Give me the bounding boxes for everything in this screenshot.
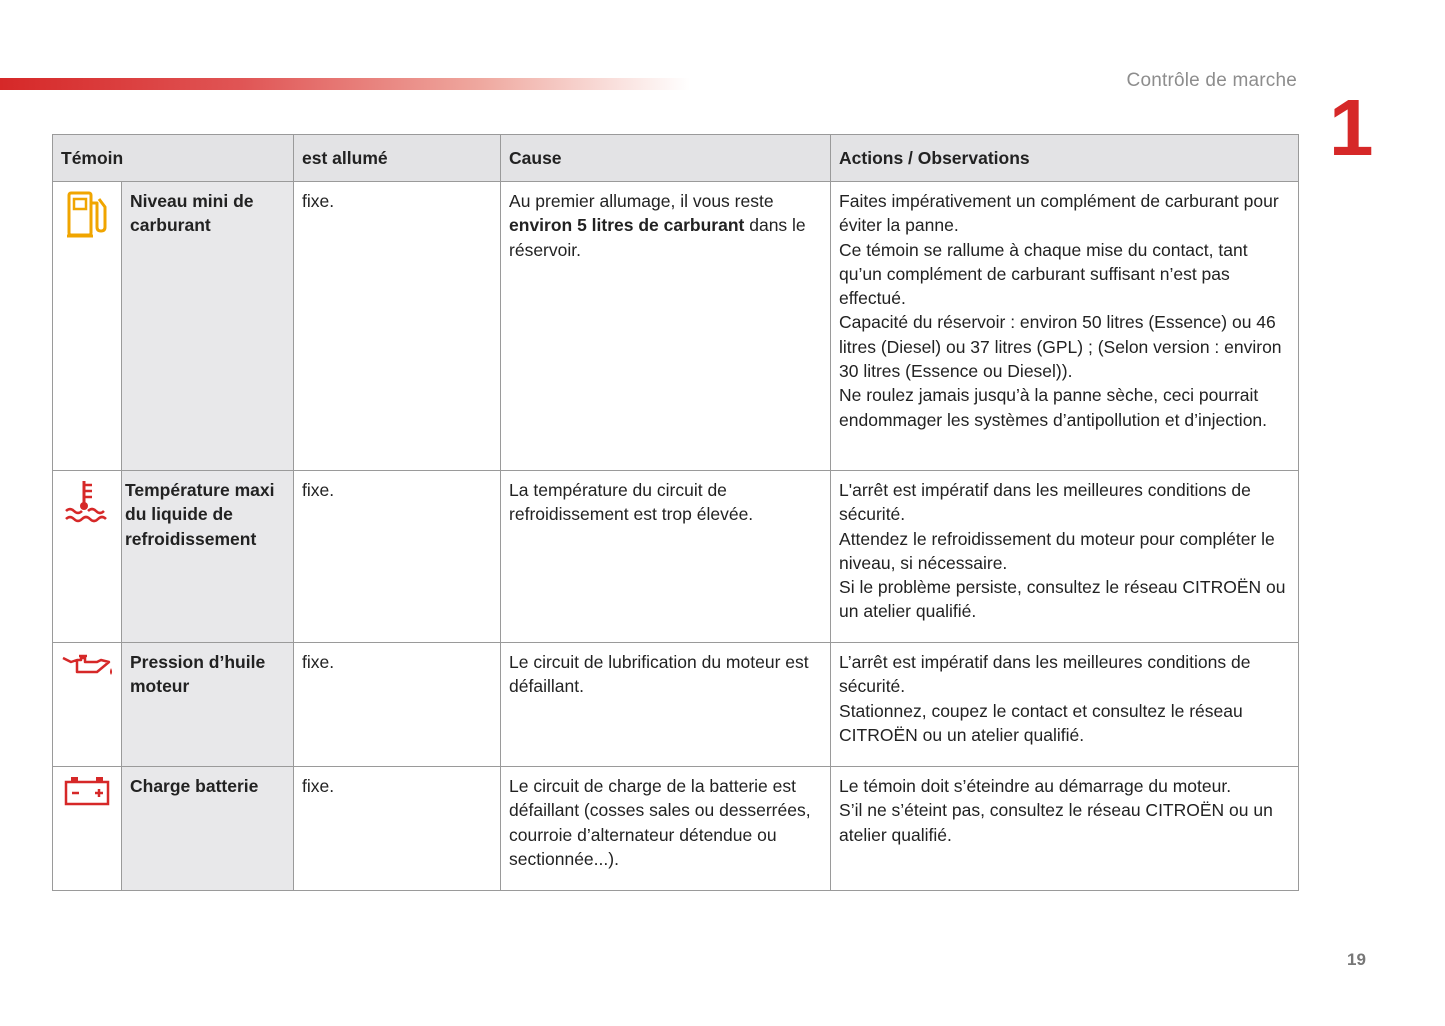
action-line: Le témoin doit s’éteindre au démarrage du moteur.: [839, 776, 1232, 796]
action-line: Capacité du réservoir : environ 50 litres (Essence) ou 46 litres (Diesel) ou 37 litres (GPL) ; (Selon version : environ 30 litres (Essence ou Diesel)).: [839, 312, 1282, 382]
warning-actions: [831, 471, 1299, 643]
icon-cell: [53, 643, 122, 767]
warning-actions: [831, 182, 1299, 471]
action-line: Attendez le refroidissement du moteur pour compléter le niveau, si nécessaire.: [839, 528, 1275, 573]
action-line: S’il ne s’éteint pas, consultez le réseau CITROËN ou un atelier qualifié.: [839, 800, 1273, 845]
action-line: Ne roulez jamais jusqu’à la panne sèche, ceci pourrait endommager les systèmes d’antipollution et d’injection.: [839, 385, 1268, 430]
oil-pressure-icon: [61, 650, 113, 680]
warning-state: fixe.: [294, 182, 501, 471]
warning-state: fixe.: [294, 767, 501, 891]
table-header-row: [53, 135, 1299, 182]
warning-state: fixe.: [294, 643, 501, 767]
header-state: est allumé: [294, 135, 501, 182]
icon-cell: [53, 767, 122, 891]
cause-text: Au premier allumage, il vous reste: [509, 191, 774, 211]
header-cause: Cause: [501, 135, 831, 182]
table-row: [53, 643, 1299, 767]
warning-name: Charge batterie: [122, 767, 294, 891]
warning-lights-table: [52, 134, 1299, 891]
action-line: Ce témoin se rallume à chaque mise du contact, tant qu’un complément de carburant suffisant n’est pas effectué.: [839, 239, 1248, 309]
warning-state: fixe.: [294, 471, 501, 643]
warning-actions: [831, 643, 1299, 767]
action-line: Faites impérativement un complément de carburant pour éviter la panne.: [839, 191, 1279, 236]
warning-cause: Le circuit de charge de la batterie est défaillant (cosses sales ou desserrées, courroie d’alternateur détendue ou sectionnée...).: [501, 767, 831, 891]
chapter-number: 1: [1329, 83, 1374, 172]
coolant-temperature-icon: [61, 478, 113, 524]
warning-actions: [831, 767, 1299, 891]
table-row: [53, 767, 1299, 891]
warning-cause: [501, 182, 831, 471]
warning-cause: Le circuit de lubrification du moteur est défaillant.: [501, 643, 831, 767]
warning-cause: La température du circuit de refroidissement est trop élevée.: [501, 471, 831, 643]
cause-text: dans le réservoir.: [509, 215, 806, 260]
warning-name: Pression d’huile moteur: [122, 643, 294, 767]
warning-name: Niveau mini de carburant: [122, 182, 294, 471]
header-accent-bar: [0, 78, 690, 90]
action-line: Stationnez, coupez le contact et consultez le réseau CITROËN ou un atelier qualifié.: [839, 700, 1243, 745]
header-temoin: Témoin: [53, 135, 294, 182]
cause-text-bold: environ 5 litres de carburant: [509, 215, 745, 236]
action-line: L'arrêt est impératif dans les meilleures conditions de sécurité.: [839, 480, 1251, 525]
fuel-pump-icon: [61, 189, 113, 239]
table-row: [53, 471, 1299, 643]
action-line: L’arrêt est impératif dans les meilleures conditions de sécurité.: [839, 652, 1251, 697]
action-line: Si le problème persiste, consultez le réseau CITROËN ou un atelier qualifié.: [839, 577, 1286, 622]
icon-cell: [53, 182, 122, 471]
header-actions: Actions / Observations: [831, 135, 1299, 182]
warning-name: Température maxi du liquide de refroidissement: [122, 471, 294, 643]
battery-icon: [61, 774, 113, 808]
icon-cell: [53, 471, 122, 643]
table-row: [53, 182, 1299, 471]
section-title: Contrôle de marche: [1126, 70, 1297, 91]
page-number: 19: [1347, 950, 1366, 969]
